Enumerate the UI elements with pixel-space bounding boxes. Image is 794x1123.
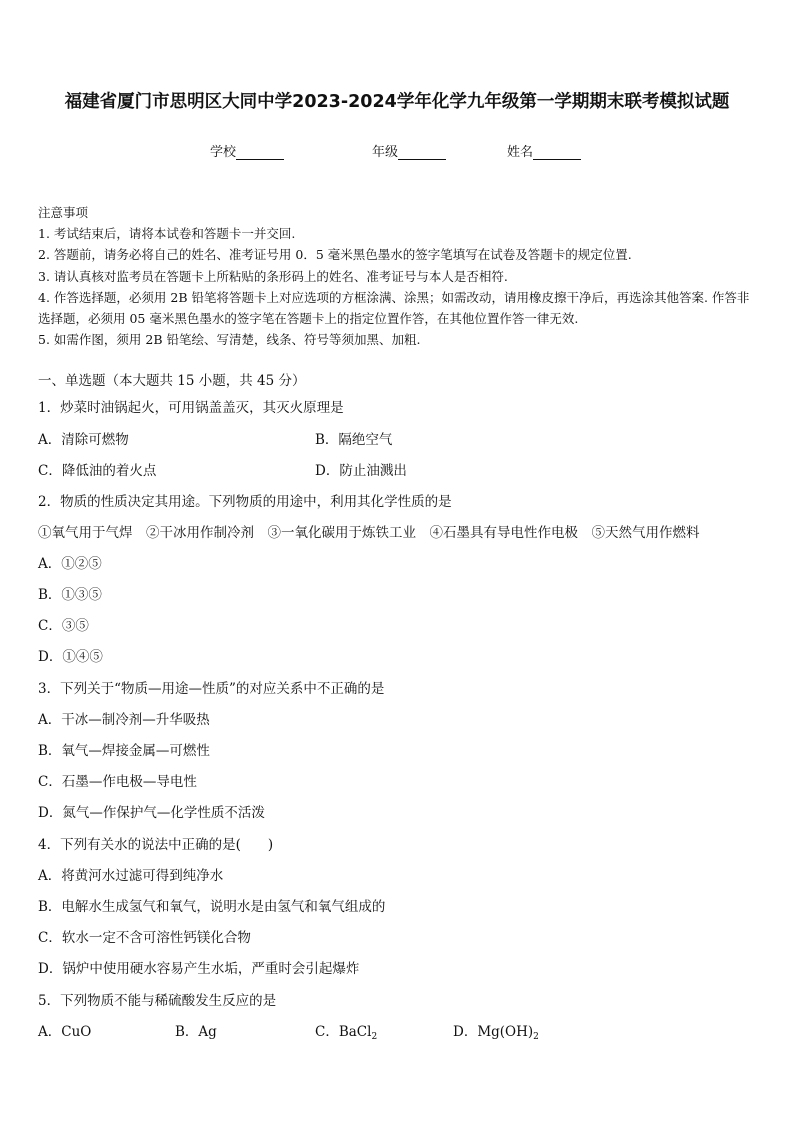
notes-heading: 注意事项 bbox=[38, 205, 89, 220]
q5-option-b: B．Ag bbox=[175, 1024, 217, 1040]
question-2-list: ①氧气用于气焊 ②干冰用作制冷剂 ③一氧化碳用于炼铁工业 ④石墨具有导电性作电极 ⑤天然气用作燃料 bbox=[38, 525, 700, 541]
page-title: 福建省厦门市思明区大同中学2023-2024学年化学九年级第一学期期末联考模拟试题 bbox=[64, 92, 730, 112]
q1-option-d: D．防止油溅出 bbox=[315, 463, 407, 479]
name-field bbox=[507, 141, 581, 160]
grade-blank bbox=[398, 145, 446, 160]
q2-option-a: A．①②⑤ bbox=[38, 556, 102, 572]
note-item: 2. 答题前，请务必将自己的姓名、准考证号用 0．5 毫米黑色墨水的签字笔填写在试卷及答题卡的规定位置. bbox=[38, 247, 632, 263]
note-item: 5. 如需作图，须用 2B 铅笔绘、写清楚，线条、符号等须加黑、加粗. bbox=[38, 332, 421, 348]
q4-option-a: A．将黄河水过滤可得到纯净水 bbox=[38, 868, 224, 884]
q4-option-d: D．锅炉中使用硬水容易产生水垢，严重时会引起爆炸 bbox=[38, 961, 360, 977]
note-item: 3. 请认真核对监考员在答题卡上所粘贴的条形码上的姓名、准考证号与本人是否相符. bbox=[38, 268, 508, 284]
q4-option-c: C．软水一定不含可溶性钙镁化合物 bbox=[38, 930, 251, 946]
q5-option-d bbox=[453, 1020, 539, 1042]
school-blank bbox=[236, 145, 284, 160]
question-4-stem: 4．下列有关水的说法中正确的是( ) bbox=[38, 837, 274, 853]
name-label: 姓名 bbox=[507, 145, 534, 160]
school-field bbox=[210, 141, 284, 160]
q5-option-d-subscript: 2 bbox=[533, 1032, 539, 1042]
q5-option-c-subscript: 2 bbox=[371, 1032, 378, 1042]
q3-option-b: B．氧气—焊接金属—可燃性 bbox=[38, 743, 210, 759]
question-5-stem: 5．下列物质不能与稀硫酸发生反应的是 bbox=[38, 993, 277, 1009]
q3-option-d: D．氮气—作保护气—化学性质不活泼 bbox=[38, 805, 265, 821]
q3-option-a: A．干冰—制冷剂—升华吸热 bbox=[38, 712, 210, 728]
q2-option-b: B．①③⑤ bbox=[38, 587, 102, 603]
question-2-stem: 2．物质的性质决定其用途。下列物质的用途中，利用其化学性质的是 bbox=[38, 494, 452, 510]
name-blank bbox=[533, 145, 581, 160]
q5-option-c-text: C．BaCl bbox=[315, 1024, 372, 1040]
note-item: 4. 作答选择题，必须用 2B 铅笔将答题卡上对应选项的方框涂满、涂黑；如需改动，请用橡皮擦干净后，再选涂其他答案. 作答非选择题，必须用 05 毫米黑色墨水的签字笔在答题卡上的指定位置作答，在其他位置作答一律无效. bbox=[38, 289, 750, 327]
section-title: 一、单选题（本大题共 15 小题，共 45 分） bbox=[38, 373, 306, 389]
q3-option-c: C．石墨—作电极—导电性 bbox=[38, 774, 197, 790]
q5-option-c bbox=[315, 1020, 377, 1042]
school-label: 学校 bbox=[210, 145, 237, 160]
q1-option-b: B．隔绝空气 bbox=[315, 432, 393, 448]
grade-label: 年级 bbox=[372, 145, 399, 160]
q2-option-c: C．③⑤ bbox=[38, 618, 89, 634]
q2-option-d: D．①④⑤ bbox=[38, 649, 103, 665]
q1-option-a: A．清除可燃物 bbox=[38, 432, 129, 448]
q5-option-a: A．CuO bbox=[38, 1024, 92, 1040]
notes-section bbox=[38, 202, 758, 350]
q4-option-b: B．电解水生成氢气和氧气，说明水是由氢气和氧气组成的 bbox=[38, 899, 386, 915]
question-3-stem: 3．下列关于“物质—用途—性质”的对应关系中不正确的是 bbox=[38, 681, 385, 697]
q1-option-c: C．降低油的着火点 bbox=[38, 463, 157, 479]
note-item: 1. 考试结束后，请将本试卷和答题卡一并交回. bbox=[38, 226, 296, 242]
grade-field bbox=[372, 141, 446, 160]
question-1-stem: 1．炒菜时油锅起火，可用锅盖盖灭，其灭火原理是 bbox=[38, 400, 344, 416]
q5-option-d-text: D．Mg(OH) bbox=[453, 1024, 534, 1040]
